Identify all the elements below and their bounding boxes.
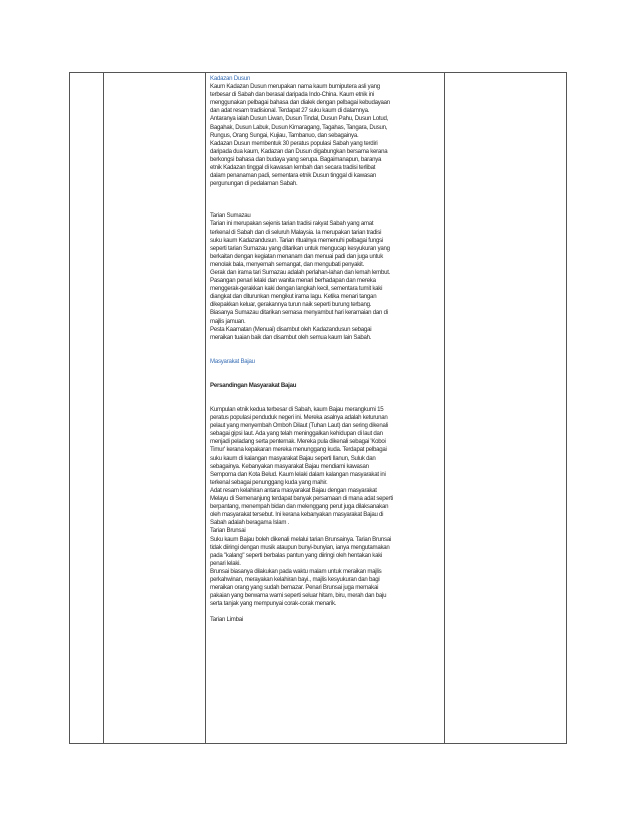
- paragraph-bajau: Kumpulan etnik kedua terbesar di Sabah, kaum Bajau merangkumi 15 peratus populasi penduduk negeri ini. Mereka asalnya adalah keturunan pelaut yang menyembah Omboh Dilaut (Tuhan Laut) dan sering dikenali sebagai gipsi laut. Ada yang telah meninggalkan kehidupan di laut dan menjadi peladang serta penternak. Mereka pula dikenali sebagai 'Koboi Timur' kerana kepakaran mereka menunggang kuda. Terdapat pelbagai suku kaum di kalangan masyarakat Bajau seperti Ilanun, Suluk dan sebagainya. Kebanyakan masyarakat Bajau mendiami kawasan Semporna dan Kota Belud. Kaum lelaki dalam kalangan masyarakat ini terkenal sebagai penunggang kuda yang mahir. Adat resam kelahiran antara masyarakat Bajau dengan masyarakat Melayu di Semenanjung terdapat banyak persamaan di mana adat seperti berpantang, menempah bidan dan melenggang perut juga dilaksanakan oleh masyarakat tersebut. Ini kerana kebanyakan masyarakat Bajau di Sabah adalah beragama Islam . Tarian Brunsai Suku kaum Bajau boleh dikenali melalui tarian Brunsainya. Tarian Brunsai tidak diiringi dengan musik ataupun bunyi-bunyian, ianya mengutamakan pada "kalang" seperti berbalas pantun yang diiringi oleh hentakan kaki penari lelaki. Brunsai biasanya dilakukan pada waktu malam untuk meraikan majlis perkahwinan, merayakan kelahiran bayi., majlis kesyukuran dan bagi meraikan orang yang sudah bernazar. Penari Brunsai juga memakai pakaian yang berwarna warni seperti seluar hitam, biru, merah dan baju serta tanjak yang mempunyai corak-corak menarik.: [210, 406, 393, 608]
- column-divider-1: [103, 73, 104, 743]
- column-divider-3: [444, 73, 445, 743]
- content-cell: [210, 75, 442, 624]
- column-divider-2: [205, 73, 206, 743]
- paragraph-tarian-sumazau: Tarian ini merupakan sejenis tarian tradisi rakyat Sabah yang amat terkenal di Sabah dan di seluruh Malaysia. Ia merupakan tarian tradisi suku kaum Kadazandusun. Tarian ritualnya memenuhi pelbagai fungsi seperti tarian Sumazau yang ditarikan untuk mengucap kesyukuran yang berkaitan dengan kegiatan menanam dan menuai padi dan juga untuk menolak bala, menyemah semangat, dan mengubati penyakit. Gerak dan irama tari Sumazau adalah perlahan-lahan dan lemah lembut. Pasangan penari lelaki dan wanita menari berhadapan dan mereka menggerak-gerakkan kaki dengan langkah kecil, sementara tumit kaki diangkat dan diturunkan mengikut irama lagu. Ketika menari tangan dikepakkan keluar, gerakannya turun naik seperti burung terbang. Biasanya Sumazau ditarikan semasa menyambut hari keramaian dan di majlis jamuan. Pesta Kaamatan (Menuai) disambut oleh Kadazandusun sebagai meraikan tuaian baik dan disambut oleh semua kaum lain Sabah.: [210, 220, 391, 341]
- heading-masyarakat-bajau: Masyarakat Bajau: [210, 357, 255, 365]
- heading-persandingan: Persandingan Masyarakat Bajau: [210, 381, 297, 389]
- heading-kadazan-dusun: Kadazan Dusun: [210, 75, 251, 82]
- heading-tarian-limbai: Tarian Limbai: [210, 616, 243, 624]
- paragraph-kadazan-dusun: Kaum Kadazan Dusun merupakan nama kaum bumiputera asli yang terbesar di Sabah dan berasal daripada Indo-China. Kaum etnik ini menggunakan pelbagai bahasa dan dialek dengan pelbagai kebudayaan dan adat resam tradisional. Terdapat 27 suku kaum di dalamnya. Antaranya ialah Dusun Liwan, Dusun Tindal, Dusun Pahu, Dusun Lotud, Bagahak, Dusun Labuk, Dusun Kimaragang, Tagahas, Tangara, Dusun, Rungus, Orang Sungai, Kujiau, Tambanuo, dan sebagainya. Kadazan Dusun membentuk 30 peratus populasi Sabah yang terdiri daripada dua kaum, Kadazan dan Dusun digabungkan bersama kerana berkongsi bahasa dan budaya yang serupa. Bagaimanapun, baranya etnik Kadazan tinggal di kawasan lembah dan secara tradisi terlibat dalam penanaman padi, sementara etnik Dusun tinggal di kawasan pergunungan di pedalaman Sabah.: [210, 83, 390, 188]
- heading-tarian-sumazau: Tarian Sumazau: [210, 212, 251, 220]
